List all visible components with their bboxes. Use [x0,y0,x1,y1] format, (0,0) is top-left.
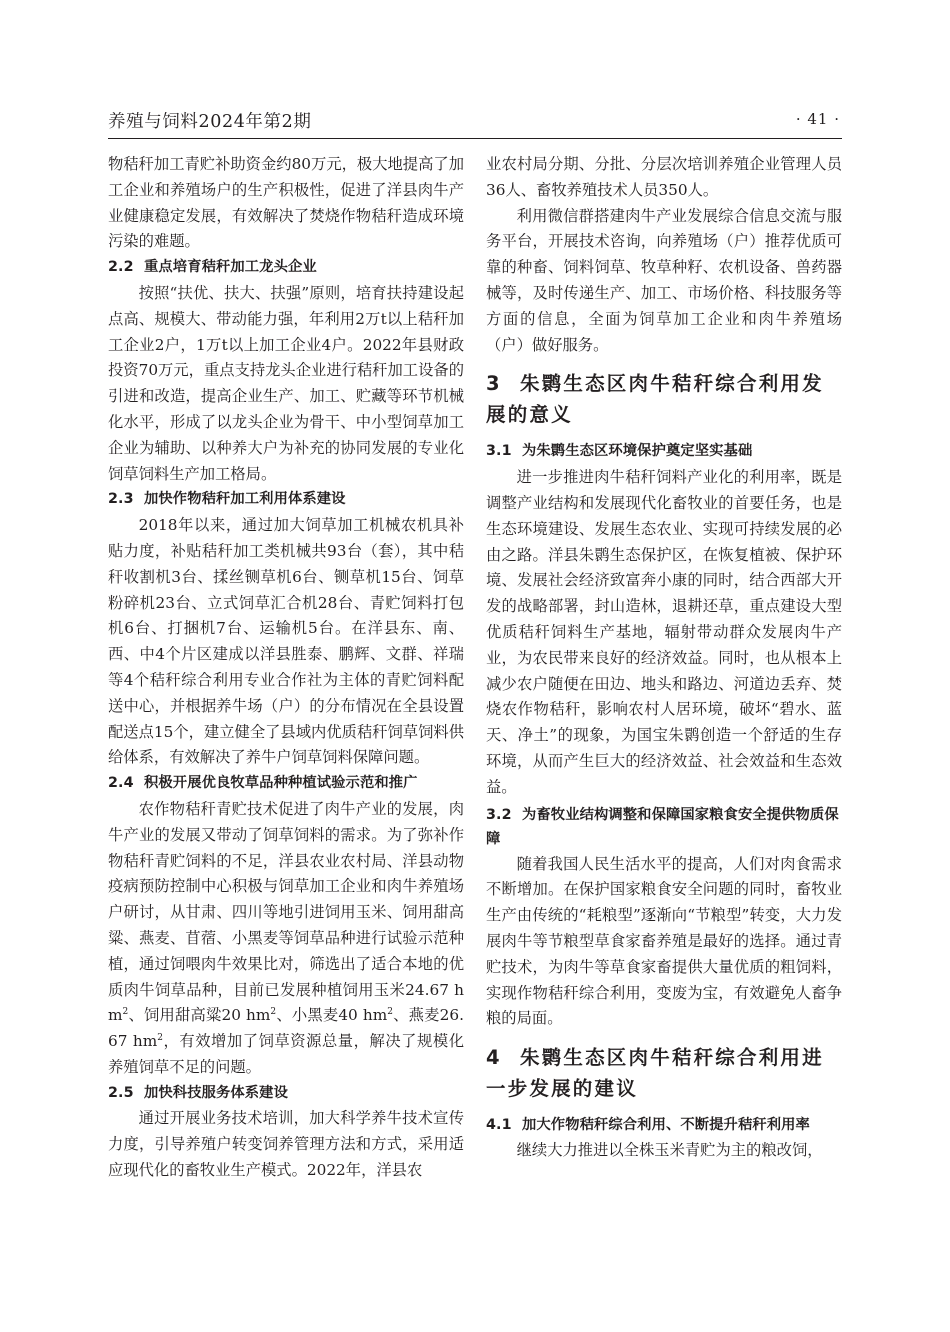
section-number: 3 [486,372,502,396]
section-title: 朱鹮生态区肉牛秸秆综合利用进一步发展的建议 [486,1046,824,1101]
paragraph: 进一步推进肉牛秸秆饲料产业化的利用率，既是调整产业结构和发展现代化畜牧业的首要任务，也是生态环境建设、发展生态农业、实现可持续发展的必由之路。洋县朱鹮生态保护区，在恢复植被、保护环境、发展社会经济致富奔小康的同时，结合西部大开发的战略部署，封山造林，退耕还草，重点建设大型优质秸秆饲料生产基地，辐射带动群众发展肉牛产业，为农民带来良好的经济效益。同时，也从根本上减少农户随便在田边、地头和路边、河道边丢弃、焚烧农作物秸秆，影响农村人居环境，破坏“碧水、蓝天、净土”的现象，为国宝朱鹮创造一个舒适的生存环境，从而产生巨大的经济效益、社会效益和生态效益。 [486,468,842,796]
section-number: 4.1 [486,1117,512,1134]
paragraph: 按照“扶优、扶大、扶强”原则，培育扶持建设起点高、规模大、带动能力强，年利用2万t以上秸秆加工企业2户，1万t以上加工企业4户。2022年县财政投资70万元，重点支持龙头企业进行秸秆加工设备的引进和改造，提高企业生产、加工、贮藏等环节机械化水平，形成了以龙头企业为骨干、中小型饲草加工企业为辅助、以种养大户为补充的协同发展的专业化饲草饲料生产加工格局。 [108,283,464,483]
running-header [108,104,842,139]
section-number: 2.4 [108,775,134,792]
section-title: 加快作物秸秆加工利用体系建设 [144,491,346,508]
section-number: 2.2 [108,259,134,276]
left-column [108,152,464,1184]
section-title: 加快科技服务体系建设 [144,1084,288,1101]
section-heading-2-2 [108,255,464,281]
paragraph: 继续大力推进以全株玉米青贮为主的粮改饲， [516,1141,823,1160]
superscript: 2 [387,1007,393,1018]
section-title: 重点培育秸秆加工龙头企业 [144,259,317,276]
section-heading-4-1 [486,1113,842,1137]
text-run: 、燕麦26.67 hm [108,1006,465,1051]
section-title: 朱鹮生态区肉牛秸秆综合利用发展的意义 [486,372,824,427]
right-column [486,152,842,1164]
section-heading-2-5 [108,1081,464,1107]
superscript: 2 [157,1033,163,1043]
section-title: 为朱鹮生态区环境保护奠定坚实基础 [522,443,753,460]
paragraph: 物秸秆加工青贮补助资金约80万元，极大地提高了加工企业和养殖场户的生产积极性，促进了洋县肉牛产业健康稳定发展，有效解决了焚烧作物秸秆造成环境污染的难题。 [108,155,464,251]
section-title: 积极开展优良牧草品种种植试验示范和推广 [144,775,418,792]
journal-title: 养殖与饲料2024年第2期 [108,112,312,132]
section-number: 3.2 [486,806,512,823]
section-number: 2.5 [108,1084,134,1101]
section-heading-3 [486,368,842,430]
paragraph: 通过开展业务技术培训，加大科学养牛技术宣传力度，引导养殖户转变饲养管理方法和方式，采用适应现代化的畜牧业生产模式。2022年，洋县农 [108,1109,464,1180]
text-run: 、小黑麦40 hm [276,1006,388,1025]
text-run: 农作物秸秆青贮技术促进了肉牛产业的发展，肉牛产业的发展又带动了饲草饲料的需求。为了弥补作物秸秆青贮饲料的不足，洋县农业农村局、洋县动物疫病预防控制中心积极与饲草加工企业和肉牛养殖场户研讨，从甘肃、四川等地引进饲用玉米、饲用甜高粱、燕麦、苜蓿、小黑麦等饲草品种进行试验示范种植，通过饲喂肉牛效果比对，筛选出了适合本地的优质肉牛饲草品种，目前已发展种植饲用玉米24.67 hm [108,799,464,1025]
page-number: · 41 · [795,110,840,128]
paragraph: 2018年以来，通过加大饲草加工机械农机具补贴力度，补贴秸秆加工类机械共93台（套），其中秸秆收割机3台、揉丝铡草机6台、铡草机15台、饲草粉碎机23台、立式饲草汇合机28台、青贮饲料打包机6台、打捆机7台、运输机5台。在洋县东、南、西、中4个片区建成以洋县胜泰、鹏辉、文群、祥瑞等4个秸秆综合利用专业合作社为主体的青贮饲料配送中心，并根据养牛场（户）的分布情况在全县设置配送点15个，建立健全了县域内优质秸秆饲草饲料供给体系，有效解决了养牛户饲草饲料保障问题。 [108,516,464,767]
section-heading-4 [486,1042,842,1104]
paragraph: 业农村局分期、分批、分层次培训养殖企业管理人员36人、畜牧养殖技术人员350人。 [486,155,842,199]
section-number: 3.1 [486,443,512,460]
section-number: 2.3 [108,491,134,508]
paragraph: 随着我国人民生活水平的提高，人们对肉食需求不断增加。在保护国家粮食安全问题的同时，畜牧业生产由传统的“耗粮型”逐渐向“节粮型”转变，大力发展肉牛等节粮型草食家畜养殖是最好的选择。通过青贮技术，为肉牛等草食家畜提供大量优质的粗饲料，实现作物秸秆综合利用，变废为宝，有效避免人畜争粮的局面。 [486,854,842,1028]
section-title: 加大作物秸秆综合利用、不断提升秸秆利用率 [522,1117,810,1134]
paragraph: 利用微信群搭建肉牛产业发展综合信息交流与服务平台，开展技术咨询，向养殖场（户）推荐优质可靠的种畜、饲料饲草、牧草种籽、农机设备、兽药器械等，及时传递生产、加工、市场价格、科技服务等方面的信息，全面为饲草加工企业和肉牛养殖场（户）做好服务。 [486,206,842,354]
section-heading-3-2 [486,803,842,851]
section-number: 4 [486,1046,502,1070]
section-heading-2-4 [108,771,464,797]
superscript: 2 [270,1007,277,1018]
superscript: 2 [122,1007,129,1018]
text-run: ，有效增加了饲草资源总量，解决了规模化养殖饲草不足的问题。 [108,1032,464,1076]
text-run: 、饲用甜高粱20 hm [128,1006,271,1025]
paragraph [108,797,464,1081]
section-heading-2-3 [108,487,464,513]
section-heading-3-1 [486,439,842,465]
section-title: 为畜牧业结构调整和保障国家粮食安全提供物质保障 [486,806,839,847]
